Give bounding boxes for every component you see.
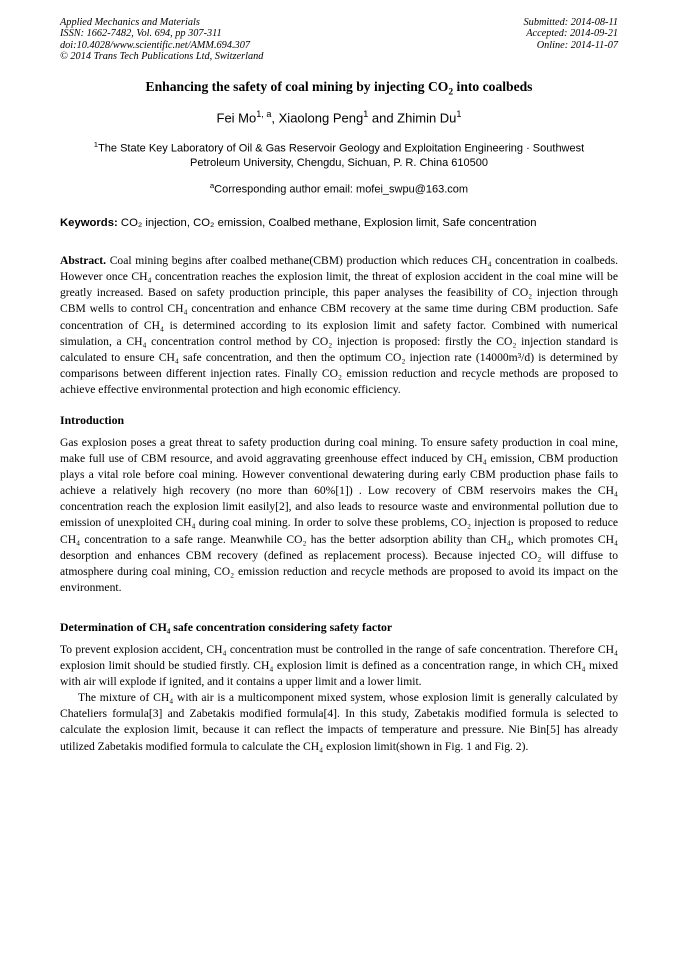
journal-title: Applied Mechanics and Materials <box>60 17 200 28</box>
paper-title-text: Enhancing the safety of coal mining by injecting CO <box>145 78 449 94</box>
submission-dates <box>524 17 618 63</box>
section-heading-introduction: Introduction <box>60 413 125 428</box>
body-paragraph: To prevent explosion accident, CH₄ concentration must be controlled in the range of safe concentration. Therefore CH₄ explosion limit should be studied firstly. CH₄ explosion limit is defined as a concentration range, in which CH₄ mixed with air will explode if ignited, and it contains a upper limit and a lower limit. <box>60 642 618 689</box>
abstract-paragraph <box>60 253 618 398</box>
journal-info <box>60 17 263 63</box>
affiliation-marker: 1 <box>93 139 99 149</box>
corresponding-author-line <box>60 181 618 196</box>
body-paragraph: The mixture of CH₄ with air is a multicomponent mixed system, whose explosion limit is generally calculated by Chateliers formula[3] and Zabetakis modified formula[4]. In this study, Zabetakis modified formula is selected to calculate the explosion limit, because it can reflect the impacts of temperature and pressure. Nie Bin[5] has already utilized Zabetakis modified formula to calculate the CH₄ explosion limit(shown in Fig. 1 and Fig. 2). <box>60 691 618 753</box>
affiliation-line <box>60 138 618 171</box>
submitted-date: Submitted: 2014-08-11 <box>523 17 618 28</box>
authors-line <box>60 109 618 125</box>
journal-doi: doi:10.4028/www.scientific.net/AMM.694.307 <box>60 39 250 51</box>
paper-title <box>60 79 618 98</box>
journal-header <box>60 17 618 63</box>
corresponding-marker: a <box>209 180 215 190</box>
keywords-text: CO₂ injection, CO₂ emission, Coalbed methane, Explosion limit, Safe concentration <box>120 217 537 230</box>
keywords-line <box>60 216 618 231</box>
paper-title-text-end: into coalbeds <box>453 78 533 94</box>
body-paragraph: Gas explosion poses a great threat to safety production during coal mining. To ensure safety production in coal mine, make full use of CBM resource, and avoid aggravating greenhouse effect induced by CH₄ emission, CBM production plays a vital role before coal mining. However conventional dewatering during early CBM production phase fails to achieve a relatively high recovery (no more than 60%[1]) . Low recovery of CBM reservoirs makes the CH₄ concentration reach the explosion limit easily[2], and also leads to resource waste and environmental pollution due to emission of unexploited CH₄ during coal mining. In order to solve these problems, CO₂ injection is proposed to reduce CH₄ concentration to a safe range. Meanwhile CO₂ has the better adsorption ability than CH₄, which promotes CH₄ desorption and enhances CBM recovery (defined as replacement process). Because injected CO₂ will diffuse to atmosphere during coal mining, CO₂ emission reduction and recycle methods are proposed to avoid its impact on the environment. <box>60 436 618 594</box>
corresponding-email-text: Corresponding author email: mofei_swpu@163.com <box>214 183 469 196</box>
author-name: and Zhimin Du <box>368 110 457 126</box>
abstract-text: Coal mining begins after coalbed methane(CBM) production which reduces CH₄ concentration in coalbeds. However once CH₄ concentration reaches the explosion limit, the threat of explosion accident in the coal mine will be greatly increased. Based on safety production principle, this paper analyses the feasibility of CO₂ injection through CBM wells to control CH₄ concentration and enhance CBM recovery at the same time during CBM production. Safe concentration of CH₄ is determined according to its explosion limit and safety factor. Combined with numerical simulation, a CH₄ concentration control method by CO₂ injection is proposed: firstly the CO₂ injection standard is calculated to ensure CH₄ safe concentration, and then the optimum CO₂ injection rate (14000m³/d) is determined by comparisons between different injection rates. Finally CO₂ emission reduction and recycle methods are proposed to achieve effective environmental protection and high economic efficiency. <box>60 254 618 396</box>
paper-title-subscript: 2 <box>448 87 454 98</box>
affiliation-text: The State Key Laboratory of Oil & Gas Reservoir Geology and Exploitation Engineering · Southwest Petroleum University, Chengdu, Sichuan, P. R. China 610500 <box>98 142 585 169</box>
author-affiliation-marker: 1 <box>456 109 462 120</box>
author-name: Fei Mo <box>216 110 257 126</box>
author-affiliation-marker: 1 <box>363 109 369 120</box>
journal-copyright: © 2014 Trans Tech Publications Ltd, Switzerland <box>60 51 264 63</box>
abstract-label: Abstract. <box>60 254 107 268</box>
journal-issn-volume: ISSN: 1662-7482, Vol. 694, pp 307-311 <box>60 28 222 40</box>
accepted-date: Accepted: 2014-09-21 <box>526 28 618 40</box>
keywords-label: Keywords: <box>60 217 118 230</box>
online-date: Online: 2014-11-07 <box>536 39 618 51</box>
section-heading-determination: Determination of CH₄ safe concentration considering safety factor <box>60 619 393 634</box>
author-name: , Xiaolong Peng <box>271 110 364 126</box>
author-affiliation-marker: 1, a <box>256 109 272 120</box>
